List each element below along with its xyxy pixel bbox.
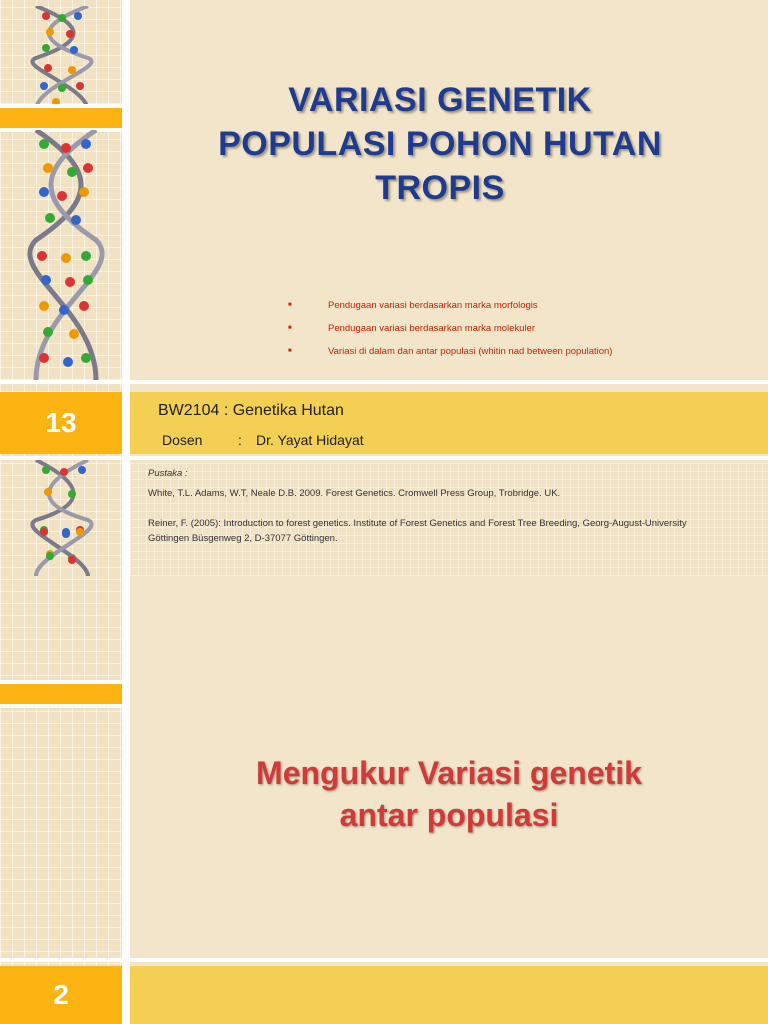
divider [0,958,768,962]
divider [0,104,122,108]
divider [0,704,130,708]
lecturer-separator: : [238,432,242,448]
presentation-title [150,78,730,210]
slide-number: 2 [0,966,122,1024]
topic-list [288,294,612,363]
course-title: BW2104 : Genetika Hutan [158,402,344,419]
dna-helix-icon [26,6,98,110]
column-separator [122,0,130,512]
title-line-1: Mengukur Variasi genetik [256,755,642,791]
references-label: Pustaka : [148,468,188,479]
list-item: ■ Variasi di dalam dan antar populasi (whitin nad between population) [288,340,612,363]
divider [0,680,122,684]
list-item: ■ Pendugaan variasi berdasarkan marka morfologis [288,294,612,317]
column-separator [122,512,130,1024]
footer-bar [130,966,768,1024]
reference-item: White, T.L. Adams, W.T, Neale D.B. 2009. Forest Genetics. Cromwell Press Group, Trobridge. UK. [148,488,561,499]
slide-number: 13 [0,392,122,454]
lecturer-label: Dosen [162,432,203,448]
title-line-2: POPULASI POHON HUTAN [218,125,662,163]
divider [0,456,768,460]
title-line-1: VARIASI GENETIK [288,81,592,119]
lecturer-name: Dr. Yayat Hidayat [256,432,364,448]
dna-helix-icon [26,130,106,380]
orange-band [0,106,122,128]
slide-2-title [130,752,768,836]
dna-helix-icon [26,460,98,576]
title-line-3: TROPIS [375,169,505,207]
title-line-2: antar populasi [339,797,559,833]
reference-item: Reiner, F. (2005): Introduction to forest genetics. Institute of Forest Genetics and Forest Tree Breeding, Georg-August-University Göttingen Büsgenweg 2, D-37077 Göttingen. [148,518,687,544]
divider [0,380,768,384]
list-item: ■ Pendugaan variasi berdasarkan marka molekuler [288,317,612,340]
orange-band [0,684,122,706]
left-column [0,512,122,1024]
